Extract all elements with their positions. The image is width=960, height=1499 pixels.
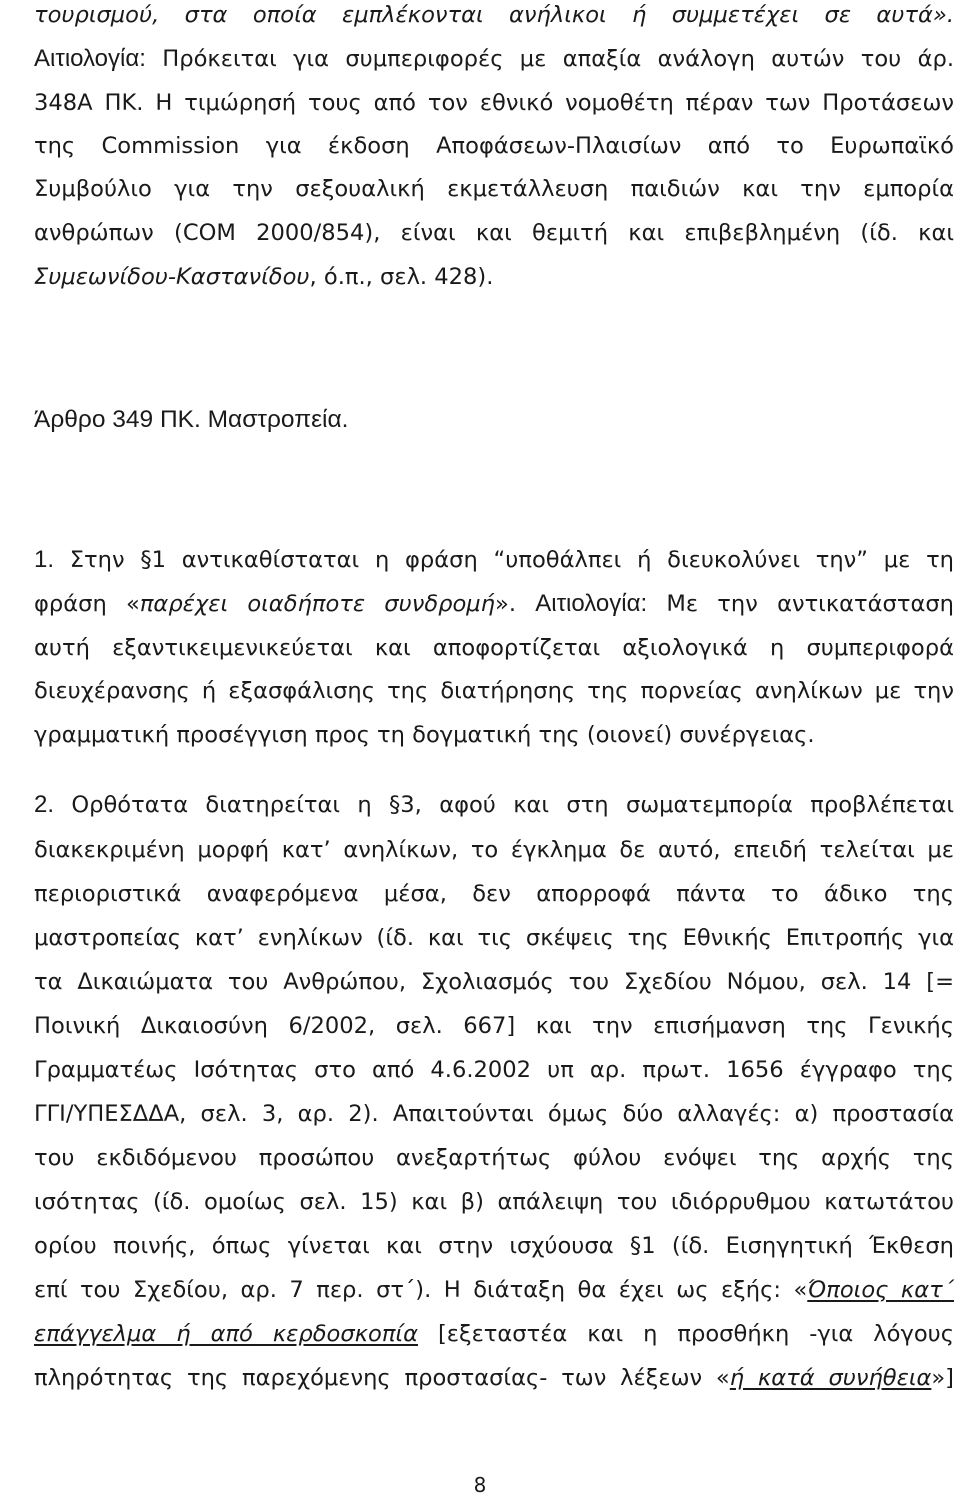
text-line: Συμβούλιο για την σεξουαλική εκμετάλλευση παιδιών και την εμπορία [34,176,954,202]
text-line [34,1319,954,1349]
item-number: 1. [34,546,55,573]
text-line: Γραμματέως Ισότητας στο από 4.6.2002 υπ αρ. πρωτ. 1656 έγγραφο της [34,1057,954,1083]
text-line: μαστροπείας κατ’ ενηλίκων (ίδ. και τις σκέψεις της Εθνικής Επιτροπής για [34,925,954,951]
text-line [34,0,954,30]
author-citation: Συμεωνίδου-Καστανίδου [34,264,310,290]
text-span: Πρόκειται για συμπεριφορές με απαξία ανάλογη αυτών του άρ. [145,46,954,72]
text-span: Ορθότατα διατηρείται η §3, αφού και στη σωματεμπορία προβλέπεται [71,792,954,818]
text-line: της Commission για έκδοση Αποφάσεων-Πλαισίων από το Ευρωπαϊκό [34,133,954,159]
text-line: Ποινική Δικαιοσύνη 6/2002, σελ. 667] και την επισήμανση της Γενικής [34,1013,954,1039]
text-line: τα Δικαιώματα του Ανθρώπου, Σχολιασμός του Σχεδίου Νόμου, σελ. 14 [= [34,969,954,995]
quoted-phrase: παρέχει οιαδήποτε συνδρομή [139,591,495,617]
page-number: 8 [473,1473,487,1497]
text-line: του εκδιδόμενου προσώπου ανεξαρτήτως φύλου ενόψει της αρχής της [34,1145,954,1171]
text-span: Στην §1 αντικαθίσταται η φράση “υποθάλπει ή διευκολύνει την” με τη [69,547,954,573]
text-line: ορίου ποινής, όπως γίνεται και στην ισχύουσα §1 (ίδ. Εισηγητική Έκθεση [34,1233,954,1259]
text-line: περιοριστικά αναφερόμενα μέσα, δεν απορροφά πάντα το άδικο της [34,881,954,907]
text-line: ισότητας (ίδ. ομοίως σελ. 15) και β) απάλειψη του ιδιόρρυθμου κατωτάτου [34,1189,954,1215]
text-line [34,262,954,292]
text-line: 348Α ΠΚ. Η τιμώρησή τους από τον εθνικό νομοθέτη πέραν των Προτάσεων [34,90,954,116]
text-span: Με την αντικατάσταση [647,591,954,617]
text-span: φράση « [34,591,140,617]
quoted-provision: ή κατά συνήθεια [729,1365,932,1391]
text-line [34,589,954,619]
text-line: ΓΓΙ/ΥΠΕΣΔΔΑ, σελ. 3, αρ. 2). Απαιτούνται όμως δύο αλλαγές: α) προστασία [34,1101,954,1127]
text-line: γραμματική προσέγγιση προς τη δογματική της (οιονεί) συνέργειας. [34,722,815,748]
quoted-provision: επάγγελμα ή από κερδοσκοπία [34,1321,418,1347]
text-line [34,545,954,575]
text-span: επί του Σχεδίου, αρ. 7 περ. στ΄). Η διάταξη θα έχει ως εξής: « [34,1277,808,1303]
article-heading: Άρθρο 349 ΠΚ. Μαστροπεία. [34,406,349,433]
text-line: διευχέρανσης ή εξασφάλισης της διατήρησης της πορνείας ανηλίκων με την [34,678,954,704]
rationale-label: Αιτιολογία: [34,45,146,72]
text-span: [εξεταστέα και η προσθήκη -για λόγους [417,1321,955,1347]
text-line: αυτή εξαντικειμενικεύεται και αποφορτίζεται αξιολογικά η συμπεριφορά [34,635,954,661]
text-line [34,1275,954,1305]
text-line [34,1363,954,1393]
text-line [34,44,954,74]
text-span: τουρισμού, στα οποία εμπλέκονται ανήλικοι ή συμμετέχει σε αυτά». [34,2,954,28]
text-span: πληρότητας της παρεχόμενης προστασίας- των λέξεων « [34,1365,730,1391]
text-line: ανθρώπων (COM 2000/854), είναι και θεμιτή και επιβεβλημένη (ίδ. και [34,220,954,246]
text-line [34,790,954,820]
text-span: , ό.π., σελ. 428). [309,264,494,290]
text-span: »] [931,1365,954,1391]
item-number: 2. [34,791,55,818]
text-span: ». [495,591,536,617]
text-line: διακεκριμένη μορφή κατ’ ανηλίκων, το έγκλημα δε αυτό, επειδή τελείται με [34,837,954,863]
rationale-label: Αιτιολογία: [535,590,648,617]
quoted-provision: Όποιος κατ΄ [807,1277,954,1303]
